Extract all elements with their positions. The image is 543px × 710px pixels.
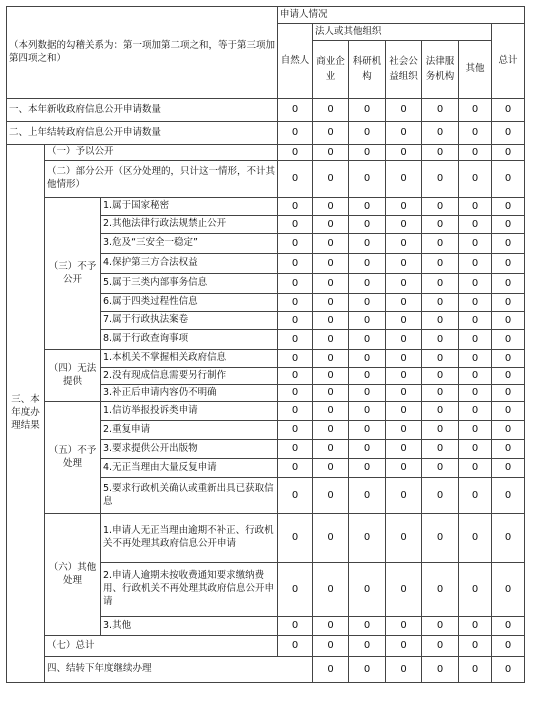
cell-value: 0 [459,657,492,683]
row-label-g2: （二）部分公开（区分处理的，只计这一情形，不计其他情形） [45,161,278,198]
cell-value: 0 [459,122,492,145]
row-label-g4: （四）无法提供 [45,350,101,402]
cell-value: 0 [492,459,525,478]
cell-value: 0 [349,350,386,368]
cell-value: 0 [313,234,349,254]
cell-value: 0 [349,294,386,312]
item-label: 5.要求行政机关确认或重新出具已获取信息 [101,478,278,514]
cell-value: 0 [492,99,525,122]
cell-value: 0 [492,440,525,459]
cell-value: 0 [492,312,525,330]
item-label: 6.属于四类过程性信息 [101,294,278,312]
row-label-s2: 二、上年结转政府信息公开申请数量 [7,122,278,145]
row-label-g7: （七）总计 [45,636,278,657]
cell-value: 0 [492,368,525,385]
cell-value: 0 [422,402,459,421]
cell-value: 0 [349,514,386,563]
cell-value: 0 [349,99,386,122]
cell-value: 0 [278,636,313,657]
cell-value: 0 [278,402,313,421]
cell-value: 0 [492,254,525,274]
cell-value: 0 [278,440,313,459]
cell-value: 0 [278,350,313,368]
cell-value: 0 [313,274,349,294]
cell-value: 0 [349,254,386,274]
row-label-g3: （三）不予公开 [45,198,101,350]
cell-value: 0 [386,385,422,402]
cell-value: 0 [386,350,422,368]
cell-value: 0 [459,234,492,254]
cell-value: 0 [386,254,422,274]
cell-value: 0 [459,368,492,385]
cell-value: 0 [386,294,422,312]
cell-value: 0 [313,421,349,440]
cell-value: 0 [278,421,313,440]
cell-value: 0 [278,330,313,350]
cell-value: 0 [459,254,492,274]
cell-value: 0 [386,198,422,216]
cell-value: 0 [349,274,386,294]
cell-value: 0 [459,440,492,459]
cell-value: 0 [459,99,492,122]
header-legal-service: 法律服务机构 [422,41,459,99]
cell-value: 0 [422,421,459,440]
cell-value: 0 [313,563,349,617]
header-note: （本列数据的勾稽关系为：第一项加第二项之和，等于第三项加第四项之和） [7,7,278,99]
item-label: 3.危及“三安全一稳定” [101,234,278,254]
cell-value: 0 [313,161,349,198]
cell-value: 0 [349,478,386,514]
cell-value: 0 [386,636,422,657]
cell-value: 0 [492,122,525,145]
cell-value: 0 [278,274,313,294]
header-applicant: 申请人情况 [278,7,525,24]
cell-value: 0 [459,274,492,294]
cell-value: 0 [492,198,525,216]
cell-value: 0 [422,145,459,161]
cell-value: 0 [459,402,492,421]
cell-value: 0 [422,234,459,254]
disclosure-statistics-table [6,6,525,683]
cell-value: 0 [422,478,459,514]
cell-value: 0 [459,459,492,478]
item-label: 1.本机关不掌握相关政府信息 [101,350,278,368]
cell-value: 0 [278,312,313,330]
cell-value: 0 [313,350,349,368]
cell-value: 0 [459,617,492,636]
item-label: 7.属于行政执法案卷 [101,312,278,330]
cell-value: 0 [313,330,349,350]
item-label: 4.无正当理由大量反复申请 [101,459,278,478]
cell-value: 0 [492,385,525,402]
cell-value: 0 [492,421,525,440]
cell-value: 0 [422,385,459,402]
header-other: 其他 [459,41,492,99]
cell-value: 0 [386,478,422,514]
cell-value: 0 [459,312,492,330]
cell-value: 0 [278,368,313,385]
cell-value: 0 [459,294,492,312]
cell-value: 0 [313,459,349,478]
cell-value: 0 [422,459,459,478]
cell-value: 0 [422,99,459,122]
row-label-g6: （六）其他处理 [45,514,101,636]
cell-value: 0 [386,440,422,459]
cell-value: 0 [313,385,349,402]
cell-value: 0 [349,330,386,350]
cell-value: 0 [422,657,459,683]
cell-value: 0 [492,330,525,350]
cell-value: 0 [313,294,349,312]
cell-value: 0 [278,254,313,274]
row-label-s4: 四、结转下年度继续办理 [45,657,313,683]
cell-value: 0 [313,636,349,657]
cell-value: 0 [459,161,492,198]
item-label: 1.信访举报投诉类申请 [101,402,278,421]
cell-value: 0 [349,563,386,617]
report-table-container [6,6,525,683]
cell-value: 0 [386,161,422,198]
cell-value: 0 [278,161,313,198]
cell-value: 0 [492,234,525,254]
cell-value: 0 [278,514,313,563]
item-label: 3.补正后申请内容仍不明确 [101,385,278,402]
cell-value: 0 [422,122,459,145]
cell-value: 0 [313,402,349,421]
header-legal-org: 法人或其他组织 [313,24,492,41]
cell-value: 0 [459,216,492,234]
cell-value: 0 [313,198,349,216]
cell-value: 0 [386,421,422,440]
cell-value: 0 [349,234,386,254]
cell-value: 0 [313,145,349,161]
cell-value: 0 [422,440,459,459]
cell-value: 0 [386,234,422,254]
cell-value: 0 [313,617,349,636]
cell-value: 0 [349,402,386,421]
cell-value: 0 [492,402,525,421]
cell-value: 0 [386,99,422,122]
cell-value: 0 [386,514,422,563]
item-label: 2.重复申请 [101,421,278,440]
item-label: 3.其他 [101,617,278,636]
cell-value: 0 [278,385,313,402]
cell-value: 0 [386,617,422,636]
cell-value: 0 [492,161,525,198]
cell-value: 0 [278,122,313,145]
cell-value: 0 [349,421,386,440]
cell-value: 0 [492,617,525,636]
cell-value: 0 [349,145,386,161]
cell-value: 0 [422,636,459,657]
row-label-g5: （五）不予处理 [45,402,101,514]
cell-value: 0 [386,145,422,161]
item-label: 2.其他法律行政法规禁止公开 [101,216,278,234]
cell-value: 0 [459,145,492,161]
cell-value: 0 [313,216,349,234]
cell-value: 0 [349,459,386,478]
cell-value: 0 [278,478,313,514]
cell-value: 0 [313,440,349,459]
cell-value: 0 [278,216,313,234]
row-label-s3: 三、本年度办理结果 [7,145,45,683]
cell-value: 0 [422,312,459,330]
cell-value: 0 [492,563,525,617]
cell-value: 0 [278,563,313,617]
cell-value: 0 [422,514,459,563]
cell-value: 0 [422,563,459,617]
item-label: 2.申请人逾期未按收费通知要求缴纳费用、行政机关不再处理其政府信息公开申请 [101,563,278,617]
item-label: 3.要求提供公开出版物 [101,440,278,459]
cell-value: 0 [349,161,386,198]
cell-value: 0 [349,122,386,145]
cell-value: 0 [492,636,525,657]
cell-value: 0 [386,459,422,478]
cell-value: 0 [278,198,313,216]
cell-value: 0 [492,478,525,514]
item-label: 1.属于国家秘密 [101,198,278,216]
cell-value: 0 [313,122,349,145]
cell-value: 0 [422,254,459,274]
cell-value: 0 [313,514,349,563]
cell-value: 0 [278,617,313,636]
cell-value: 0 [349,312,386,330]
cell-value: 0 [386,402,422,421]
cell-value: 0 [492,145,525,161]
header-social-welfare: 社会公益组织 [386,41,422,99]
cell-value: 0 [459,636,492,657]
cell-value: 0 [492,274,525,294]
cell-value: 0 [422,274,459,294]
cell-value: 0 [386,122,422,145]
cell-value: 0 [386,368,422,385]
row-label-s1: 一、本年新收政府信息公开申请数量 [7,99,278,122]
cell-value: 0 [386,330,422,350]
cell-value: 0 [313,478,349,514]
header-commercial: 商业企业 [313,41,349,99]
header-research: 科研机构 [349,41,386,99]
item-label: 5.属于三类内部事务信息 [101,274,278,294]
cell-value: 0 [422,617,459,636]
header-natural-person: 自然人 [278,24,313,99]
cell-value: 0 [459,330,492,350]
item-label: 8.属于行政查询事项 [101,330,278,350]
cell-value: 0 [386,657,422,683]
row-label-g1: （一）予以公开 [45,145,278,161]
item-label: 1.申请人无正当理由逾期不补正、行政机关不再处理其政府信息公开申请 [101,514,278,563]
cell-value: 0 [313,99,349,122]
cell-value: 0 [313,312,349,330]
cell-value: 0 [349,368,386,385]
header-total: 总计 [492,24,525,99]
cell-value: 0 [278,459,313,478]
cell-value: 0 [278,145,313,161]
cell-value: 0 [492,216,525,234]
cell-value: 0 [349,636,386,657]
cell-value: 0 [386,563,422,617]
cell-value: 0 [386,312,422,330]
cell-value: 0 [349,617,386,636]
cell-value: 0 [459,350,492,368]
cell-value: 0 [492,514,525,563]
cell-value: 0 [422,198,459,216]
cell-value: 0 [459,198,492,216]
cell-value: 0 [313,368,349,385]
cell-value: 0 [492,657,525,683]
cell-value: 0 [349,657,386,683]
cell-value: 0 [278,294,313,312]
cell-value: 0 [386,274,422,294]
cell-value: 0 [349,385,386,402]
cell-value: 0 [422,330,459,350]
cell-value: 0 [459,563,492,617]
cell-value: 0 [459,478,492,514]
cell-value: 0 [422,350,459,368]
cell-value: 0 [459,514,492,563]
cell-value: 0 [492,350,525,368]
cell-value: 0 [349,440,386,459]
cell-value: 0 [278,99,313,122]
cell-value: 0 [349,198,386,216]
cell-value: 0 [313,657,349,683]
cell-value: 0 [313,254,349,274]
cell-value: 0 [278,234,313,254]
cell-value: 0 [492,294,525,312]
cell-value: 0 [422,294,459,312]
item-label: 4.保护第三方合法权益 [101,254,278,274]
item-label: 2.没有现成信息需要另行制作 [101,368,278,385]
cell-value: 0 [459,385,492,402]
cell-value: 0 [422,368,459,385]
cell-value: 0 [422,161,459,198]
cell-value: 0 [386,216,422,234]
cell-value: 0 [422,216,459,234]
cell-value: 0 [349,216,386,234]
cell-value: 0 [459,421,492,440]
